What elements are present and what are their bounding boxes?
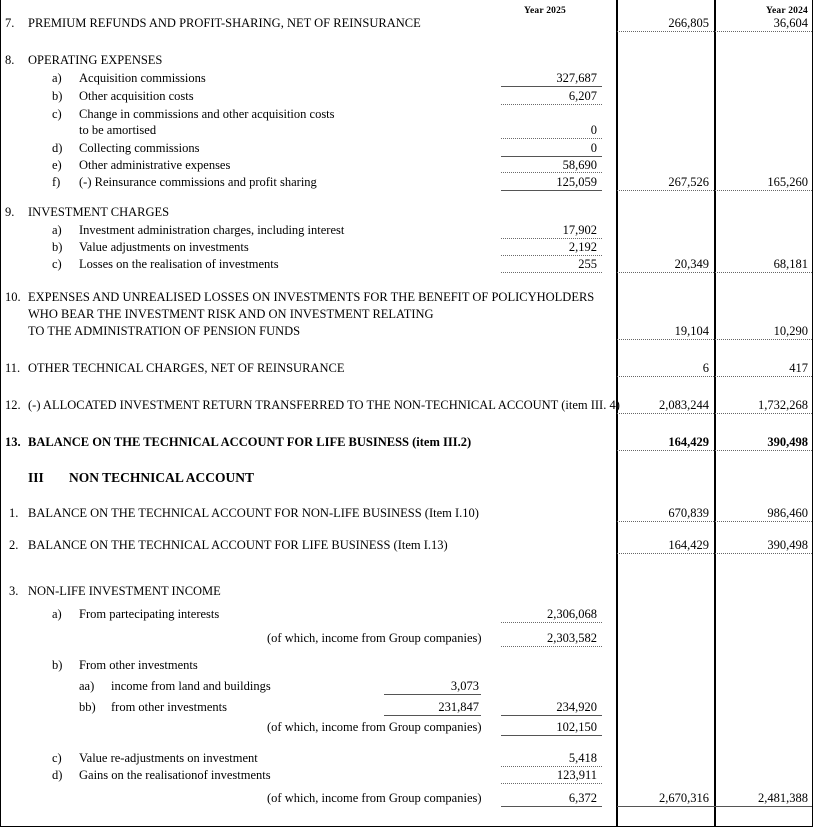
item-10-label-line3: TO THE ADMINISTRATION OF PENSION FUNDS xyxy=(28,324,301,338)
item-10-rule xyxy=(617,339,812,340)
item-9-label: INVESTMENT CHARGES xyxy=(28,205,170,219)
nt-item-1-value-prior: 986,460 xyxy=(767,506,808,520)
item-10-value-current: 19,104 xyxy=(674,324,709,338)
item-8d-label: Collecting commissions xyxy=(79,141,200,155)
item-8d-rule xyxy=(501,156,602,157)
nt-item-3d-rule xyxy=(501,783,602,784)
item-12-value-prior: 1,732,268 xyxy=(758,398,808,412)
nt-item-3-number: 3. xyxy=(9,584,19,598)
item-11-rule xyxy=(617,376,812,377)
item-8f-amount: 125,059 xyxy=(556,175,597,189)
item-10-number: 10. xyxy=(5,290,21,304)
item-11-label: OTHER TECHNICAL CHARGES, NET OF REINSURANCE xyxy=(28,361,345,375)
item-11-value-prior: 417 xyxy=(789,361,808,375)
nt-item-3b-bb-rule xyxy=(501,715,602,716)
nt-item-3b-aa-amount: 3,073 xyxy=(450,679,479,693)
item-8f-label: (-) Reinsurance commissions and profit sharing xyxy=(79,175,317,189)
nt-item-3a-letter: a) xyxy=(52,607,62,621)
item-9a-rule xyxy=(501,238,602,239)
nt-item-3b-aa-label: income from land and buildings xyxy=(111,679,271,693)
nt-item-3b-bb-label: from other investments xyxy=(111,700,227,714)
nt-item-3b-label: From other investments xyxy=(79,658,198,672)
item-11-value-current: 6 xyxy=(702,361,709,375)
nt-item-3a-note-rule xyxy=(501,646,602,647)
item-8-label: OPERATING EXPENSES xyxy=(28,53,163,67)
item-12-value-current: 2,083,244 xyxy=(659,398,709,412)
item-8b-label: Other acquisition costs xyxy=(79,89,194,103)
item-9-value-current: 20,349 xyxy=(674,257,709,271)
nt-item-2-rule xyxy=(617,553,812,554)
nt-item-2-value-prior: 390,498 xyxy=(767,538,808,552)
item-8a-letter: a) xyxy=(52,71,62,85)
nt-item-3-value-current: 2,670,316 xyxy=(659,791,709,805)
item-9c-letter: c) xyxy=(52,257,62,271)
nt-item-1-rule xyxy=(617,521,812,522)
item-9b-rule xyxy=(501,255,602,256)
item-9b-label: Value adjustments on investments xyxy=(79,240,249,254)
nt-item-3b-note: (of which, income from Group companies) xyxy=(267,720,482,734)
item-13-value-current: 164,429 xyxy=(668,435,709,449)
item-8c-label-cont: to be amortised xyxy=(79,123,157,137)
header-year-current: Year 2025 xyxy=(524,6,566,16)
nt-item-3a-label: From partecipating interests xyxy=(79,607,220,621)
item-8c-rule xyxy=(501,138,602,139)
item-8e-amount: 58,690 xyxy=(562,158,597,172)
item-13-label: BALANCE ON THE TECHNICAL ACCOUNT FOR LIFE BUSINESS (item III.2) xyxy=(28,435,472,449)
nt-item-3c-label: Value re-adjustments on investment xyxy=(79,751,258,765)
item-9b-letter: b) xyxy=(52,240,63,254)
nt-item-3b-note-rule xyxy=(501,735,602,736)
item-7-number: 7. xyxy=(5,16,15,30)
item-8-number: 8. xyxy=(5,53,15,67)
item-8a-rule xyxy=(501,86,602,87)
item-10-label: EXPENSES AND UNREALISED LOSSES ON INVESTMENTS FOR THE BENEFIT OF POLICYHOLDERS xyxy=(28,290,595,304)
nt-item-3b-letter: b) xyxy=(52,658,63,672)
nt-item-3-rule xyxy=(617,806,812,807)
section-roman-numeral: III xyxy=(28,470,44,485)
nt-item-3a-amount-value: 2,306,068 xyxy=(547,607,597,621)
item-9c-rule xyxy=(501,272,602,273)
nt-item-3a-note: (of which, income from Group companies) xyxy=(267,631,482,645)
nt-item-2-value-current: 164,429 xyxy=(668,538,709,552)
item-7-rule xyxy=(617,31,812,32)
item-12-label: (-) ALLOCATED INVESTMENT RETURN TRANSFERRED TO THE NON-TECHNICAL ACCOUNT (item III. 4) xyxy=(28,398,620,412)
item-8a-amount: 327,687 xyxy=(556,71,597,85)
nt-item-3-label: NON-LIFE INVESTMENT INCOME xyxy=(28,584,221,598)
nt-item-3a-note-amount: 2,303,582 xyxy=(547,631,597,645)
item-9a-letter: a) xyxy=(52,223,62,237)
nt-item-3-value-prior: 2,481,388 xyxy=(758,791,808,805)
item-8f-rule xyxy=(501,190,602,191)
nt-item-3c-amount: 5,418 xyxy=(568,751,597,765)
item-13-value-prior: 390,498 xyxy=(767,435,808,449)
item-9-number: 9. xyxy=(5,205,15,219)
item-8e-rule xyxy=(501,172,602,173)
item-8c-amount: 0 xyxy=(590,123,597,137)
item-9-value-prior: 68,181 xyxy=(773,257,808,271)
item-9b-amount: 2,192 xyxy=(568,240,597,254)
item-12-rule xyxy=(617,413,812,414)
item-9c-label: Losses on the realisation of investments xyxy=(79,257,279,271)
nt-item-1-number: 1. xyxy=(9,506,19,520)
item-8-value-prior: 165,260 xyxy=(767,175,808,189)
item-8b-amount: 6,207 xyxy=(568,89,597,103)
nt-item-3d-amount: 123,911 xyxy=(556,768,597,782)
item-8e-label: Other administrative expenses xyxy=(79,158,231,172)
item-8d-amount: 0 xyxy=(590,141,597,155)
nt-item-3d-letter: d) xyxy=(52,768,63,782)
item-7-value-current: 266,805 xyxy=(668,16,709,30)
item-9-rule xyxy=(617,272,812,273)
nt-item-3b-bb-inner-amount: 231,847 xyxy=(438,700,479,714)
nt-item-1-value-current: 670,839 xyxy=(668,506,709,520)
item-8c-label: Change in commissions and other acquisition costs xyxy=(79,107,335,121)
nt-item-3a-rule xyxy=(501,622,602,623)
item-7-value-prior: 36,604 xyxy=(773,16,808,30)
item-13-rule xyxy=(617,450,812,451)
item-9a-amount: 17,902 xyxy=(562,223,597,237)
nt-item-3d-note-amount: 6,372 xyxy=(568,791,597,805)
item-9c-amount: 255 xyxy=(578,257,597,271)
item-8a-label: Acquisition commissions xyxy=(79,71,206,85)
nt-item-3b-aa-letter: aa) xyxy=(79,679,95,693)
nt-item-3b-note-amount: 102,150 xyxy=(556,720,597,734)
item-8-rule xyxy=(617,190,812,191)
nt-item-1-label: BALANCE ON THE TECHNICAL ACCOUNT FOR NON-LIFE BUSINESS (Item I.10) xyxy=(28,506,479,520)
item-8c-letter: c) xyxy=(52,107,62,121)
nt-item-3b-aa-rule xyxy=(384,694,481,695)
nt-item-3b-bb-amount: 234,920 xyxy=(556,700,597,714)
item-8e-letter: e) xyxy=(52,158,62,172)
item-12-number: 12. xyxy=(5,398,21,412)
nt-item-3b-bb-inner-rule xyxy=(384,715,481,716)
nt-item-3d-note: (of which, income from Group companies) xyxy=(267,791,482,805)
item-9a-label: Investment administration charges, including interest xyxy=(79,223,345,237)
item-8b-rule xyxy=(501,104,602,105)
item-7-label: PREMIUM REFUNDS AND PROFIT-SHARING, NET OF REINSURANCE xyxy=(28,16,421,30)
nt-item-3d-label: Gains on the realisationof investments xyxy=(79,768,271,782)
nt-item-2-number: 2. xyxy=(9,538,19,552)
item-10-value-prior: 10,290 xyxy=(773,324,808,338)
section-title-non-technical: NON TECHNICAL ACCOUNT xyxy=(69,470,255,485)
item-8d-letter: d) xyxy=(52,141,63,155)
item-13-number: 13. xyxy=(5,435,21,449)
item-11-number: 11. xyxy=(5,361,21,375)
item-10-label-line2: WHO BEAR THE INVESTMENT RISK AND ON INVESTMENT RELATING xyxy=(28,307,434,321)
item-8f-letter: f) xyxy=(52,175,61,189)
nt-item-3c-letter: c) xyxy=(52,751,62,765)
nt-item-3b-bb-letter: bb) xyxy=(79,700,96,714)
nt-item-3d-note-rule xyxy=(501,806,602,807)
header-year-prior: Year 2024 xyxy=(766,6,808,16)
nt-item-2-label: BALANCE ON THE TECHNICAL ACCOUNT FOR LIFE BUSINESS (Item I.13) xyxy=(28,538,448,552)
item-8-value-current: 267,526 xyxy=(668,175,709,189)
item-8b-letter: b) xyxy=(52,89,63,103)
nt-item-3c-rule xyxy=(501,766,602,767)
